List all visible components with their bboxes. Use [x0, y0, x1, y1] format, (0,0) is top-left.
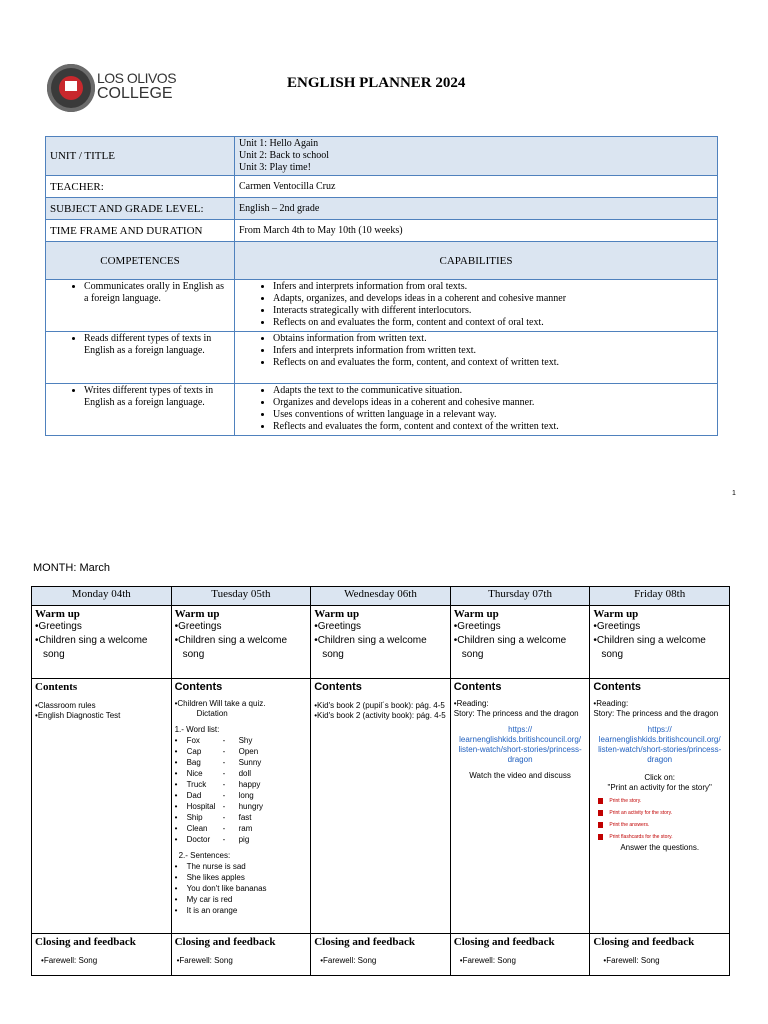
- closing-cell: [171, 934, 311, 976]
- closing-item: • Farewell: Song: [320, 956, 447, 966]
- word-dash: -: [222, 791, 226, 800]
- word-list-item: [175, 834, 308, 845]
- capability-item: • Reflects on and evaluates the form, content, and context of written text.: [273, 357, 713, 369]
- word-text: Sunny: [238, 758, 262, 767]
- word-text: Fox: [186, 736, 200, 745]
- college-logo: [47, 64, 95, 112]
- warmup-item: • Greetings: [314, 620, 447, 634]
- contents-cell-thursday: [450, 679, 590, 934]
- unit-value: [235, 137, 718, 176]
- unit-line: Unit 3: Play time!: [239, 162, 311, 173]
- weekly-table: [31, 586, 730, 976]
- day-header: Tuesday 05th: [171, 587, 311, 606]
- word-dash: -: [222, 769, 226, 778]
- contents-cell-tuesday: [171, 679, 311, 934]
- word-text: doll: [238, 769, 252, 778]
- word-text: Hospital: [186, 802, 216, 811]
- closing-item: • Farewell: Song: [603, 956, 726, 966]
- warmup-title: Warm up: [593, 608, 639, 620]
- competence-cell: [46, 384, 235, 436]
- word-text: Clean: [186, 824, 208, 833]
- subject-value: English – 2nd grade: [235, 198, 718, 220]
- warmup-item: • Greetings: [175, 620, 308, 634]
- capability-item: • Obtains information from written text.: [273, 333, 713, 345]
- closing-cell: [590, 934, 730, 976]
- planner-table: [45, 136, 718, 436]
- warmup-cell: [32, 606, 172, 679]
- content-item: • Kid's book 2 (pupil´s book): pág. 4-5: [314, 701, 447, 711]
- teacher-label: TEACHER:: [46, 176, 235, 198]
- sentences-title: 2.- Sentences:: [178, 851, 231, 860]
- subject-label: SUBJECT AND GRADE LEVEL:: [46, 198, 235, 220]
- month-label: MONTH: March: [33, 562, 110, 574]
- word-dash: -: [222, 747, 226, 756]
- word-text: Doctor: [186, 835, 211, 844]
- closing-title: Closing and feedback: [35, 936, 136, 948]
- click-on-label: Click on:: [644, 773, 676, 782]
- warmup-cell: [590, 606, 730, 679]
- capability-item: • Interacts strategically with different interlocutors.: [273, 305, 713, 317]
- word-dash: -: [222, 835, 226, 844]
- content-item: • Classroom rules: [35, 701, 168, 711]
- day-header: Wednesday 06th: [311, 587, 451, 606]
- story-title: Story: The princess and the dragon: [593, 709, 719, 718]
- competences-header: COMPETENCES: [46, 242, 235, 280]
- warmup-title: Warm up: [453, 608, 499, 620]
- closing-cell: [311, 934, 451, 976]
- sentence-item: • It is an orange: [175, 905, 308, 916]
- day-header: Thursday 07th: [450, 587, 590, 606]
- warmup-cell: [171, 606, 311, 679]
- print-link[interactable]: Print the story.: [593, 795, 726, 807]
- contents-cell-wednesday: [311, 679, 451, 934]
- word-list-item: [175, 746, 308, 757]
- sentence-item: • My car is red: [175, 894, 308, 905]
- document-title: ENGLISH PLANNER 2024: [287, 75, 466, 91]
- word-list-item: [175, 801, 308, 812]
- unit-label: UNIT / TITLE: [46, 137, 235, 176]
- contents-title: Contents: [174, 681, 223, 693]
- word-dash: -: [222, 802, 226, 811]
- warmup-item: • Children sing a welcome song: [175, 634, 308, 662]
- word-dash: -: [222, 824, 226, 833]
- closing-title: Closing and feedback: [314, 936, 416, 948]
- reading-label: • Reading:: [454, 699, 587, 709]
- word-dash: -: [222, 780, 226, 789]
- word-list-item: [175, 812, 308, 823]
- content-item: • Kid's book 2 (activity book): pág. 4-5: [314, 711, 447, 721]
- warmup-item: • Greetings: [454, 620, 587, 634]
- story-link[interactable]: https:// learnenglishkids.britishcouncil.org/ listen-watch/short-stories/princess-dragon: [458, 725, 582, 764]
- capabilities-cell: [235, 280, 718, 332]
- contents-title: Contents: [35, 681, 78, 693]
- sentence-item: • The nurse is sad: [175, 861, 308, 872]
- word-text: fast: [238, 813, 252, 822]
- logo-text-line2: COLLEGE: [97, 85, 173, 102]
- competence-cell: [46, 280, 235, 332]
- watch-instruction: Watch the video and discuss: [469, 771, 571, 780]
- capabilities-header: CAPABILITIES: [235, 242, 718, 280]
- word-text: Dad: [186, 791, 202, 800]
- teacher-value: Carmen Ventocilla Cruz: [235, 176, 718, 198]
- contents-title: Contents: [453, 681, 502, 693]
- word-dash: -: [222, 736, 226, 745]
- word-dash: -: [222, 813, 226, 822]
- logo-text-line1: LOS OLIVOS: [97, 70, 177, 86]
- warmup-title: Warm up: [174, 608, 220, 620]
- warmup-item: • Children sing a welcome song: [593, 634, 726, 662]
- capability-item: • Organizes and develops ideas in a coherent and cohesive manner.: [273, 397, 713, 409]
- warmup-item: • Greetings: [593, 620, 726, 634]
- sentence-item: • You don't like bananas: [175, 883, 308, 894]
- closing-item: • Farewell: Song: [41, 956, 168, 966]
- word-list-item: [175, 779, 308, 790]
- closing-cell: [450, 934, 590, 976]
- print-link[interactable]: Print the answers.: [593, 819, 726, 831]
- unit-line: Unit 1: Hello Again: [239, 138, 319, 149]
- dictation-label: Dictation: [196, 709, 228, 718]
- capability-item: • Adapts the text to the communicative situation.: [273, 385, 713, 397]
- word-text: Open: [238, 747, 259, 756]
- word-text: long: [238, 791, 254, 800]
- word-list-item: [175, 823, 308, 834]
- word-text: Shy: [238, 736, 253, 745]
- contents-cell-friday: [590, 679, 730, 934]
- page-number: 1: [732, 490, 736, 497]
- day-header: Monday 04th: [32, 587, 172, 606]
- word-text: ram: [238, 824, 253, 833]
- closing-title: Closing and feedback: [174, 936, 276, 948]
- capabilities-cell: [235, 384, 718, 436]
- competence-text: • Communicates orally in English as a foreign language.: [84, 281, 230, 305]
- word-list-item: [175, 790, 308, 801]
- closing-item: • Farewell: Song: [460, 956, 587, 966]
- word-list-item: [175, 768, 308, 779]
- word-text: hungry: [238, 802, 264, 811]
- print-activity-label: "Print an activity for the story": [607, 783, 712, 792]
- word-text: Truck: [186, 780, 207, 789]
- capability-item: • Reflects on and evaluates the form, content and context of oral text.: [273, 317, 713, 329]
- warmup-item: • Children sing a welcome song: [314, 634, 447, 662]
- capability-item: • Infers and interprets information from written text.: [273, 345, 713, 357]
- unit-line: Unit 2: Back to school: [239, 150, 329, 161]
- warmup-item: • Children sing a welcome song: [454, 634, 587, 662]
- closing-cell: [32, 934, 172, 976]
- closing-item: • Farewell: Song: [177, 956, 308, 966]
- capability-item: • Adapts, organizes, and develops ideas in a coherent and cohesive manner: [273, 293, 713, 305]
- capabilities-cell: [235, 332, 718, 384]
- word-list-item: [175, 735, 308, 746]
- competence-text: • Reads different types of texts in English as a foreign language.: [84, 333, 230, 357]
- sentence-item: • She likes apples: [175, 872, 308, 883]
- day-header: Friday 08th: [590, 587, 730, 606]
- word-text: Nice: [186, 769, 203, 778]
- story-link[interactable]: https:// learnenglishkids.britishcouncil.org/ listen-watch/short-stories/princess-dragon: [598, 725, 722, 764]
- word-text: pig: [238, 835, 250, 844]
- contents-cell-monday: [32, 679, 172, 934]
- contents-title: Contents: [593, 681, 642, 693]
- warmup-item: • Children sing a welcome song: [35, 634, 168, 662]
- warmup-title: Warm up: [35, 608, 80, 620]
- word-dash: -: [222, 758, 226, 767]
- time-label: TIME FRAME AND DURATION: [46, 220, 235, 242]
- warmup-cell: [450, 606, 590, 679]
- word-text: happy: [238, 780, 261, 789]
- print-link[interactable]: Print flashcards for the story.: [593, 831, 726, 843]
- closing-title: Closing and feedback: [593, 936, 695, 948]
- capability-item: • Reflects and evaluates the form, content and context of the written text.: [273, 421, 713, 433]
- word-text: Cap: [186, 747, 202, 756]
- capability-item: • Uses conventions of written language in a relevant way.: [273, 409, 713, 421]
- print-link[interactable]: Print an activity for the story.: [593, 807, 726, 819]
- word-text: Bag: [186, 758, 201, 767]
- capability-item: • Infers and interprets information from oral texts.: [273, 281, 713, 293]
- answer-instruction: Answer the questions.: [620, 843, 700, 852]
- word-text: Ship: [186, 813, 203, 822]
- content-item: • Children Will take a quiz.: [175, 699, 308, 709]
- word-list-title: 1.- Word list:: [174, 725, 220, 734]
- story-title: Story: The princess and the dragon: [453, 709, 579, 718]
- time-value: From March 4th to May 10th (10 weeks): [235, 220, 718, 242]
- word-list-item: [175, 757, 308, 768]
- closing-title: Closing and feedback: [453, 936, 555, 948]
- contents-title: Contents: [314, 681, 362, 693]
- competence-cell: [46, 332, 235, 384]
- warmup-title: Warm up: [314, 608, 360, 620]
- content-item: • English Diagnostic Test: [35, 711, 168, 721]
- reading-label: • Reading:: [593, 699, 726, 709]
- competence-text: • Writes different types of texts in English as a foreign language.: [84, 385, 230, 409]
- warmup-item: • Greetings: [35, 620, 168, 634]
- warmup-cell: [311, 606, 451, 679]
